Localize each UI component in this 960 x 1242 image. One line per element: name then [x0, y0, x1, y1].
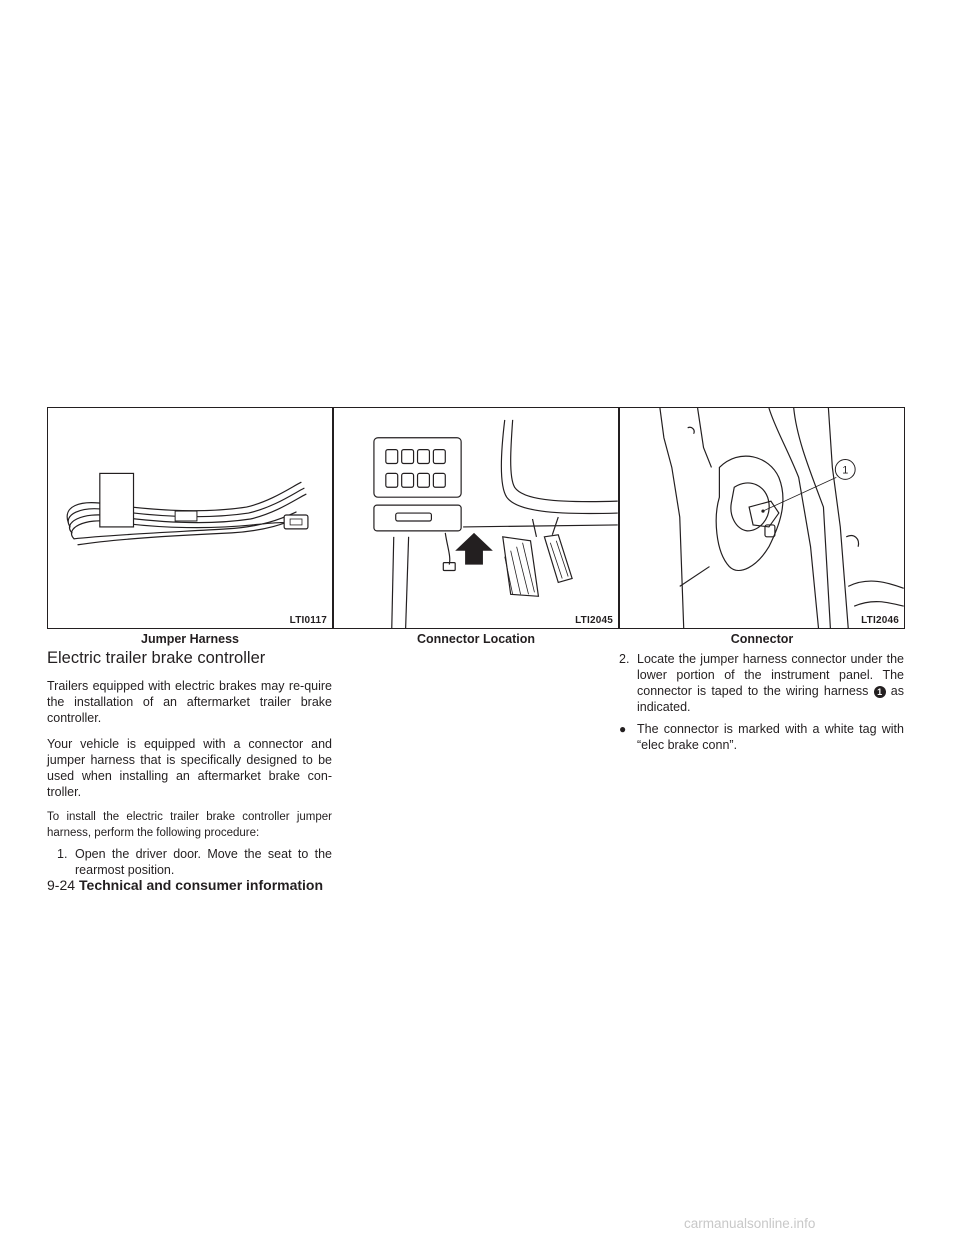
step-text: Open the driver door. Move the seat to the rearmost position. — [75, 847, 332, 877]
paragraph: Your vehicle is equipped with a connector and jumper harness that is specifically designed to be used when installing an aftermarket brake con-troller. — [47, 737, 332, 799]
page-number: 9-24 — [47, 877, 76, 893]
figure-caption: Jumper Harness — [141, 632, 239, 646]
jumper-harness-illustration — [48, 408, 332, 628]
bullet-item — [619, 721, 904, 753]
page-footer — [47, 877, 323, 893]
figure-caption: Connector Location — [416, 632, 536, 646]
callout-1-icon: 1 — [874, 686, 886, 698]
figure-connector — [619, 407, 905, 629]
step-number: 2. — [619, 652, 630, 666]
bullet-text: The connector is marked with a white tag with “elec brake conn”. — [637, 722, 904, 752]
step-text: Locate the jumper harness connector under the lower portion of the instrument panel. The connector is taped to the wiring harness — [637, 652, 904, 698]
paragraph: To install the electric trailer brake controller jumper harness, perform the following procedure: — [47, 811, 332, 839]
figure-jumper-harness — [47, 407, 333, 629]
connector-illustration — [620, 408, 904, 628]
callout-label: 1 — [842, 464, 849, 477]
figure-code: LTI2045 — [575, 615, 613, 626]
connector-location-illustration — [334, 408, 618, 628]
figure-code: LTI2046 — [861, 615, 899, 626]
step-1 — [57, 846, 332, 878]
step-number: 1. — [57, 847, 68, 861]
section-title: Electric trailer brake controller — [47, 649, 266, 667]
watermark: carmanualsonline.info — [684, 1216, 816, 1231]
figure-caption: Connector — [730, 632, 794, 646]
chapter-title: Technical and consumer information — [79, 877, 324, 893]
paragraph: Trailers equipped with electric brakes may re-quire the installation of an aftermarket trailer brake controller. — [47, 679, 332, 725]
figure-connector-location — [333, 407, 619, 629]
bullet-icon: ● — [619, 722, 627, 736]
step-2 — [619, 651, 904, 715]
figure-code: LTI0117 — [289, 615, 327, 626]
step-text: as indicated. — [637, 684, 904, 714]
